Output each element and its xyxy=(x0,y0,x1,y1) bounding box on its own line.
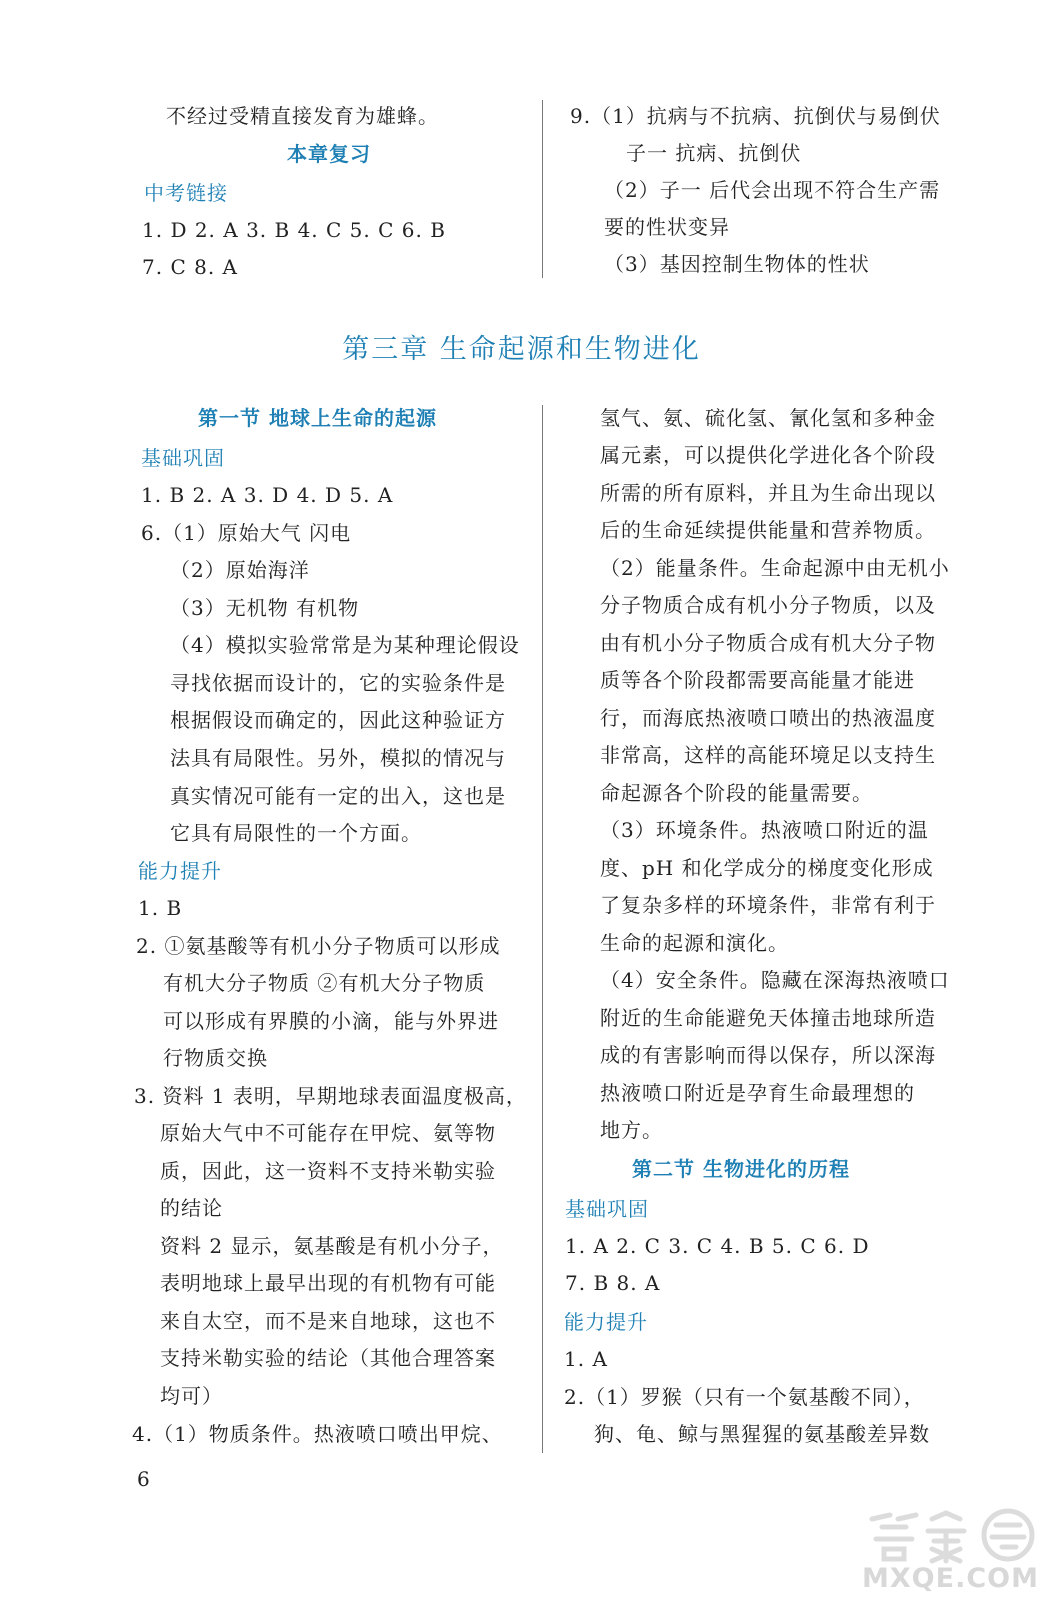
column-divider xyxy=(542,100,543,278)
text-line: 成的有害影响而得以保存，所以深海 xyxy=(600,1043,936,1067)
text-line: 表明地球上最早出现的有机物有可能 xyxy=(160,1271,496,1295)
text-line: 2. ①氨基酸等有机小分子物质可以形成 xyxy=(136,934,501,958)
text-line: （3）基因控制生物体的性状 xyxy=(604,252,870,276)
text-line: 6.（1）原始大气 闪电 xyxy=(141,521,352,545)
text-line: 质，因此，这一资料不支持米勒实验 xyxy=(160,1159,496,1183)
text-line: 均可） xyxy=(160,1384,223,1408)
section-label-ability: 能力提升 xyxy=(564,1310,648,1334)
text-line: 要的性状变异 xyxy=(604,215,730,239)
chapter-title: 第三章 生命起源和生物进化 xyxy=(342,334,701,365)
text-line: 来自太空，而不是来自地球，这也不 xyxy=(160,1309,496,1333)
text-line: （3）环境条件。热液喷口附近的温 xyxy=(600,818,929,842)
text-line: 行，而海底热液喷口喷出的热液温度 xyxy=(600,706,936,730)
review-title: 本章复习 xyxy=(287,142,371,166)
watermark-glyphs-icon xyxy=(862,1505,1038,1565)
text-line: 可以形成有界膜的小滴，能与外界进 xyxy=(163,1009,499,1033)
text-line: 后的生命延续提供能量和营养物质。 xyxy=(600,518,936,542)
watermark-text: MXQE.COM xyxy=(862,1563,1039,1594)
text-line: 9.（1）抗病与不抗病、抗倒伏与易倒伏 xyxy=(570,104,941,128)
text-line: （4）模拟实验常常是为某种理论假设 xyxy=(170,633,520,657)
answer-line: 1. D 2. A 3. B 4. C 5. C 6. B xyxy=(142,218,446,242)
text-line: 属元素，可以提供化学进化各个阶段 xyxy=(600,443,936,467)
text-line: 生命的起源和演化。 xyxy=(600,931,789,955)
text-line: 度、pH 和化学成分的梯度变化形成 xyxy=(600,856,934,880)
text-line: 不经过受精直接发育为雄蜂。 xyxy=(166,104,439,128)
text-line: 地方。 xyxy=(600,1118,663,1142)
text-line: 由有机小分子物质合成有机大分子物 xyxy=(600,631,936,655)
section-label-basic: 基础巩固 xyxy=(565,1197,649,1221)
text-line: 法具有局限性。另外，模拟的情况与 xyxy=(170,746,506,770)
text-line: 3. 资料 1 表明，早期地球表面温度极高， xyxy=(134,1084,527,1108)
text-line: （2）子一 后代会出现不符合生产需 xyxy=(604,178,941,202)
text-line: 有机大分子物质 ②有机大分子物质 xyxy=(163,971,486,995)
text-line: 分子物质合成有机小分子物质，以及 xyxy=(600,593,936,617)
watermark-logo xyxy=(862,1505,1038,1597)
column-divider xyxy=(542,405,543,1453)
text-line: 的结论 xyxy=(160,1196,223,1220)
answer-line: 7. B 8. A xyxy=(565,1271,661,1295)
text-line: （2）原始海洋 xyxy=(170,558,310,582)
section-label-zhongkao: 中考链接 xyxy=(144,181,228,205)
section-label-basic: 基础巩固 xyxy=(141,446,225,470)
text-line: 非常高，这样的高能环境足以支持生 xyxy=(600,743,936,767)
text-line: 所需的所有原料，并且为生命出现以 xyxy=(600,481,936,505)
answer-line: 1. A xyxy=(564,1347,608,1371)
text-line: 热液喷口附近是孕育生命最理想的 xyxy=(600,1081,915,1105)
text-line: 资料 2 显示，氨基酸是有机小分子， xyxy=(160,1234,504,1258)
text-line: 狗、龟、鲸与黑猩猩的氨基酸差异数 xyxy=(594,1422,930,1446)
answer-line: 7. C 8. A xyxy=(142,255,238,279)
text-line: 真实情况可能有一定的出入，这也是 xyxy=(170,784,506,808)
text-line: （2）能量条件。生命起源中由无机小 xyxy=(600,556,950,580)
text-line: 原始大气中不可能存在甲烷、氨等物 xyxy=(160,1121,496,1145)
text-line: 2.（1）罗猴（只有一个氨基酸不同）， xyxy=(564,1385,925,1409)
text-line: 子一 抗病、抗倒伏 xyxy=(626,141,802,165)
text-line: 质等各个阶段都需要高能量才能进 xyxy=(600,668,915,692)
text-line: 行物质交换 xyxy=(163,1046,268,1070)
text-line: 了复杂多样的环境条件，非常有利于 xyxy=(600,893,936,917)
section-title: 第二节 生物进化的历程 xyxy=(632,1157,850,1181)
answer-line: 1. A 2. C 3. C 4. B 5. C 6. D xyxy=(565,1234,870,1258)
text-line: 它具有局限性的一个方面。 xyxy=(170,821,422,845)
text-line: 4.（1）物质条件。热液喷口喷出甲烷、 xyxy=(132,1422,503,1446)
page-number: 6 xyxy=(137,1467,150,1491)
answer-line: 1. B xyxy=(138,896,183,920)
text-line: 氢气、氨、硫化氢、氰化氢和多种金 xyxy=(600,406,936,430)
text-line: 附近的生命能避免天体撞击地球所造 xyxy=(600,1006,936,1030)
text-line: 根据假设而确定的，因此这种验证方 xyxy=(170,708,506,732)
text-line: （4）安全条件。隐藏在深海热液喷口 xyxy=(600,968,950,992)
text-line: 命起源各个阶段的能量需要。 xyxy=(600,781,873,805)
section-label-ability: 能力提升 xyxy=(138,859,222,883)
text-line: （3）无机物 有机物 xyxy=(170,596,360,620)
text-line: 支持米勒实验的结论（其他合理答案 xyxy=(160,1346,496,1370)
answer-line: 1. B 2. A 3. D 4. D 5. A xyxy=(141,483,394,507)
text-line: 寻找依据而设计的，它的实验条件是 xyxy=(170,671,506,695)
section-title: 第一节 地球上生命的起源 xyxy=(198,406,437,430)
